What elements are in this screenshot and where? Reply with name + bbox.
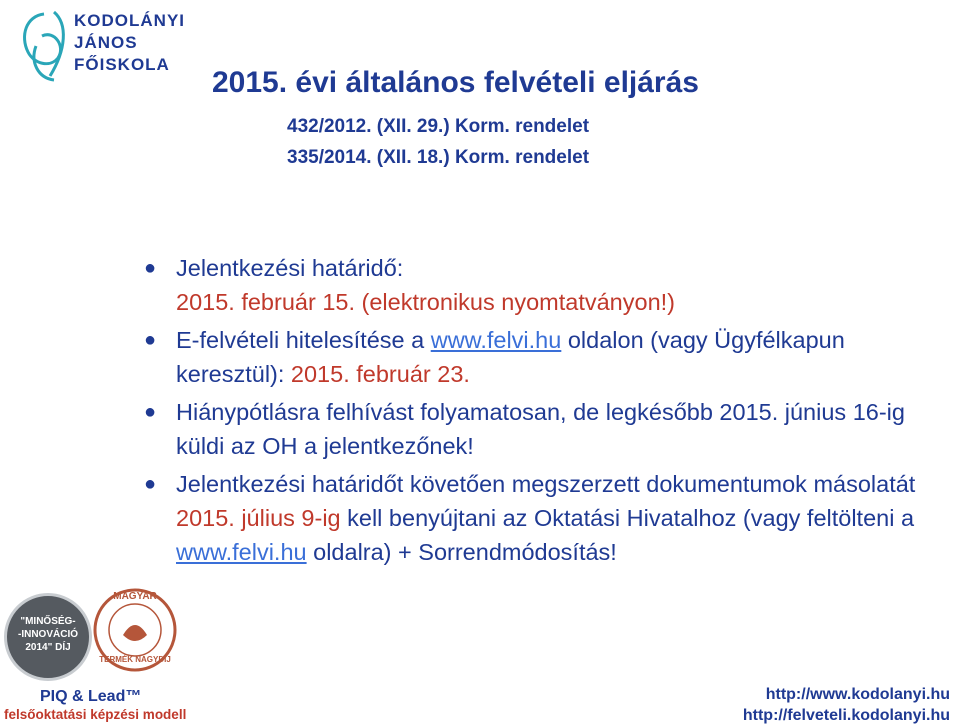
felvi-link[interactable]: www.felvi.hu xyxy=(430,327,562,353)
page-title: 2015. évi általános felvételi eljárás xyxy=(212,66,699,99)
decree-2: 335/2014. (XII. 18.) Korm. rendelet xyxy=(287,147,590,168)
item-text: oldalra) + Sorrendmódosítás! xyxy=(306,539,617,565)
item-text: Hiánypótlásra felhívást folyamatosan, de legkésőbb 2015. június 16-ig küldi az OH a jelentkezőnek! xyxy=(176,399,905,459)
item-text: oldalon (vagy Ügyfélkapun keresztül): xyxy=(176,327,845,387)
kodolanyi-url[interactable]: http://www.kodolanyi.hu xyxy=(765,686,950,703)
badge-text: -INNOVÁCIÓ xyxy=(18,629,78,640)
bullet-icon: ● xyxy=(144,257,157,279)
felveteli-url[interactable]: http://felveteli.kodolanyi.hu xyxy=(742,707,950,724)
award-badges xyxy=(0,585,200,690)
logo-mark-icon xyxy=(14,6,74,86)
item-text: kell benyújtani az Oktatási Hivatalhoz (vagy feltölteni a xyxy=(340,505,915,531)
item-text: E-felvételi hitelesítése a xyxy=(176,327,431,353)
logo-line-3: FŐISKOLA xyxy=(74,55,170,74)
deadline-text: 2015. február 15. (elektronikus nyomtatványon!) xyxy=(176,289,675,315)
model-label: felsőoktatási képzési modell xyxy=(4,707,187,722)
deadline-text: 2015. július 9-ig xyxy=(176,505,341,531)
felvi-link[interactable]: www.felvi.hu xyxy=(176,539,307,565)
badge-top-text: MAGYAR xyxy=(113,591,157,602)
bullet-icon: ● xyxy=(144,401,157,423)
badge-bottom-text: TERMÉK NAGYDÍJ xyxy=(99,655,171,664)
logo-line-2: JÁNOS xyxy=(74,33,138,52)
deadline-text: 2015. február 23. xyxy=(290,361,470,387)
item-text: Jelentkezési határidő: xyxy=(176,255,404,281)
logo xyxy=(14,6,214,86)
list-item xyxy=(144,395,946,463)
list-item xyxy=(144,251,946,319)
list-item xyxy=(144,323,946,391)
badge-text: 2014" DÍJ xyxy=(25,642,71,653)
bullet-list xyxy=(144,251,946,573)
logo-line-1: KODOLÁNYI xyxy=(74,11,185,30)
bullet-icon: ● xyxy=(144,329,157,351)
badge-text: "MINŐSÉG- xyxy=(20,616,76,627)
list-item xyxy=(144,467,946,569)
hungarian-product-badge xyxy=(90,585,180,675)
quality-award-badge xyxy=(4,593,94,683)
item-text: Jelentkezési határidőt követően megszerzett dokumentumok másolatát xyxy=(176,471,916,497)
decree-1: 432/2012. (XII. 29.) Korm. rendelet xyxy=(287,116,590,137)
bullet-icon: ● xyxy=(144,473,157,495)
piq-lead-label: PIQ & Lead™ xyxy=(40,688,142,705)
